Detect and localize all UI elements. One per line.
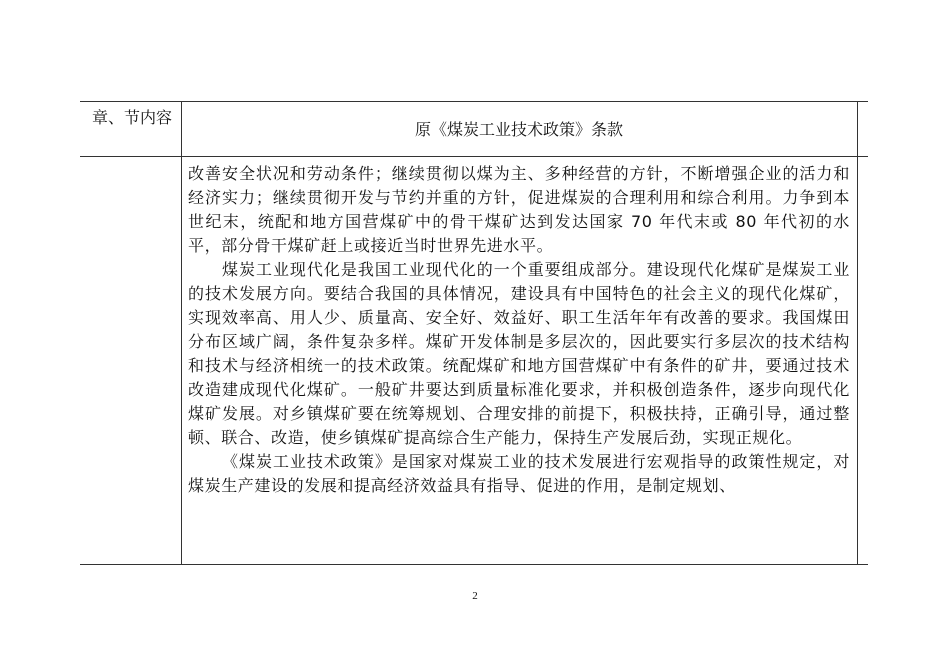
page-number: 2 <box>472 590 478 602</box>
column-divider <box>181 101 182 565</box>
header-bottom-border <box>80 156 868 157</box>
clause-paragraph-3: 《煤炭工业技术政策》是国家对煤炭工业的技术发展进行宏观指导的政策性规定，对煤炭生产建设的发展和提高经济效益具有指导、促进的作用，是制定规划、 <box>188 452 850 495</box>
clause-paragraph-2: 煤炭工业现代化是我国工业现代化的一个重要组成部分。建设现代化煤矿是煤炭工业的技术发展方向。要结合我国的具体情况，建设具有中国特色的社会主义的现代化煤矿，实现效率高、用人少、质量高、安全好、效益好、职工生活年年有改善的要求。我国煤田分布区域广阔，条件复杂多样。煤矿开发体制是多层次的，因此要实行多层次的技术结构和技术与经济相统一的技术政策。统配煤矿和地方国营煤矿中有条件的矿井，要通过技术改造建成现代化煤矿。一般矿井要达到质量标准化要求，并积极创造条件，逐步向现代化煤矿发展。对乡镇煤矿要在统筹规划、合理安排的前提下，积极扶持，正确引导，通过整顿、联合、改造，使乡镇煤矿提高综合生产能力，保持生产发展后劲，实现正规化。 <box>188 260 850 447</box>
header-original-clause: 原《煤炭工业技术政策》条款 <box>414 120 623 139</box>
clause-paragraph-1: 改善安全状况和劳动条件；继续贯彻以煤为主、多种经营的方针，不断增强企业的活力和经济实力；继续贯彻开发与节约并重的方针，促进煤炭的合理利用和综合利用。力争到本世纪末，统配和地方国营煤矿中的骨干煤矿达到发达国家 70 年代末或 80 年代初的水平，部分骨干煤矿赶上或接近当时世界先进水平。 <box>188 164 850 255</box>
header-chapter-section: 章、节内容 <box>91 108 172 127</box>
table-bottom-border <box>80 564 868 565</box>
right-column-divider <box>857 101 858 565</box>
clause-body <box>188 162 850 564</box>
table-top-border <box>80 101 868 102</box>
